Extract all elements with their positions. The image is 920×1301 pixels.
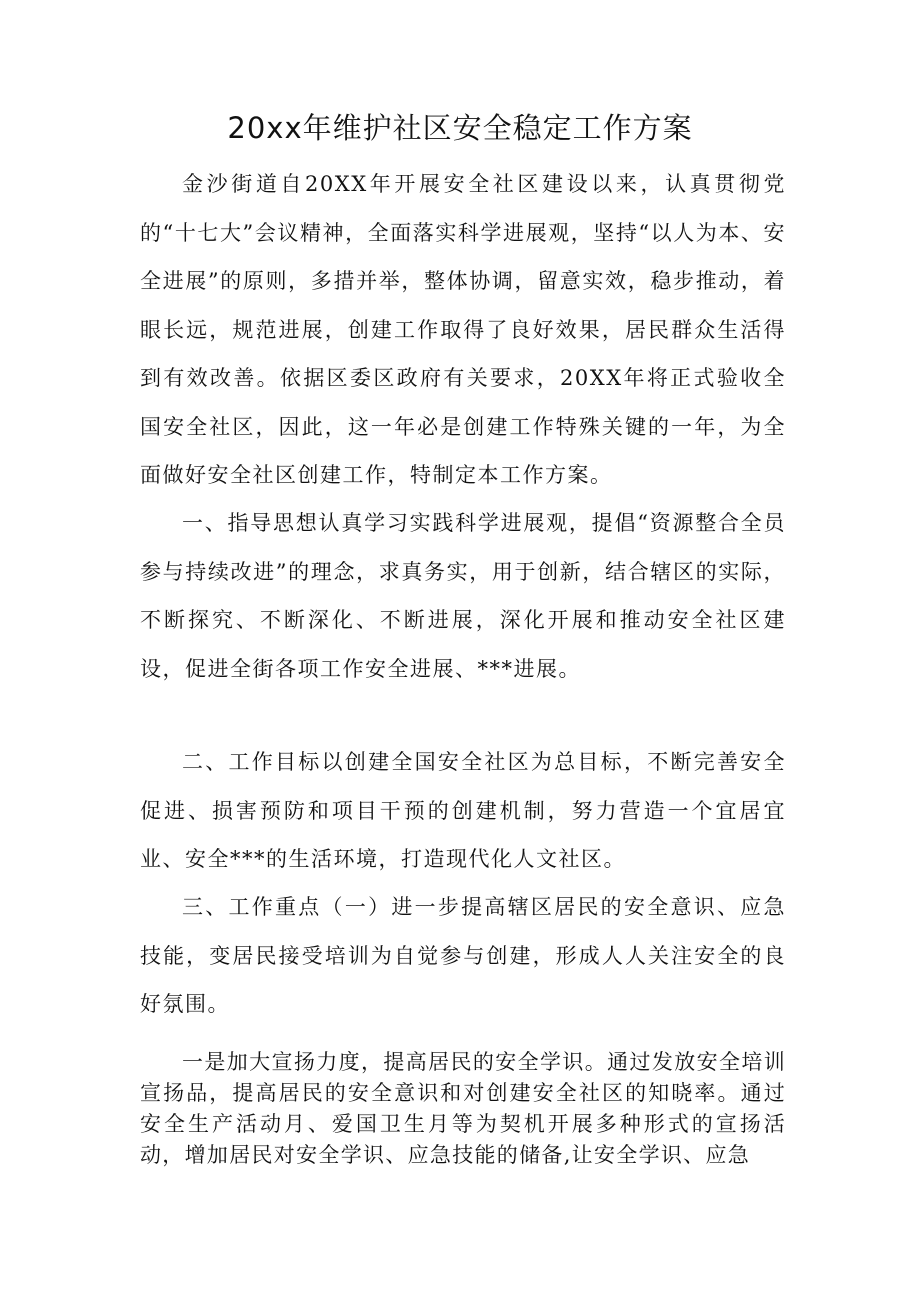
paragraph-intro: 金沙街道自20XX年开展安全社区建设以来，认真贯彻党的“十七大”会议精神，全面落实科学进展观，坚持“以人为本、安全进展”的原则，多措并举，整体协调，留意实效，稳步推动，着眼长远，规范进展，创建工作取得了良好效果，居民群众生活得到有效改善。依据区委区政府有关要求，20XX年将正式验收全国安全社区，因此，这一年必是创建工作特殊关键的一年，为全面做好安全社区创建工作，特制定本工作方案。 bbox=[140, 172, 786, 487]
paragraph-publicity: 一是加大宣扬力度，提高居民的安全学识。通过发放安全培训宣扬品，提高居民的安全意识和对创建安全社区的知晓率。通过安全生产活动月、爱国卫生月等为契机开展多种形式的宣扬活动，增加居民对安全学识、应急技能的储备,让安全学识、应急 bbox=[140, 1050, 786, 1167]
paragraph-work-focus: 三、工作重点（一）进一步提高辖区居民的安全意识、应急技能，变居民接受培训为自觉参与创建，形成人人关注安全的良好氛围。 bbox=[140, 895, 786, 1016]
document-title: 20xx年维护社区安全稳定工作方案 bbox=[227, 111, 693, 145]
paragraph-guiding-ideology: 一、指导思想认真学习实践科学进展观，提倡“资源整合全员参与持续改进”的理念，求真务实，用于创新，结合辖区的实际，不断探究、不断深化、不断进展，深化开展和推动安全社区建设，促进全街各项工作安全进展、***进展。 bbox=[140, 511, 786, 681]
paragraph-work-goals: 二、工作目标以创建全国安全社区为总目标，不断完善安全促进、损害预防和项目干预的创建机制，努力营造一个宜居宜业、安全***的生活环境，打造现代化人文社区。 bbox=[140, 750, 786, 871]
